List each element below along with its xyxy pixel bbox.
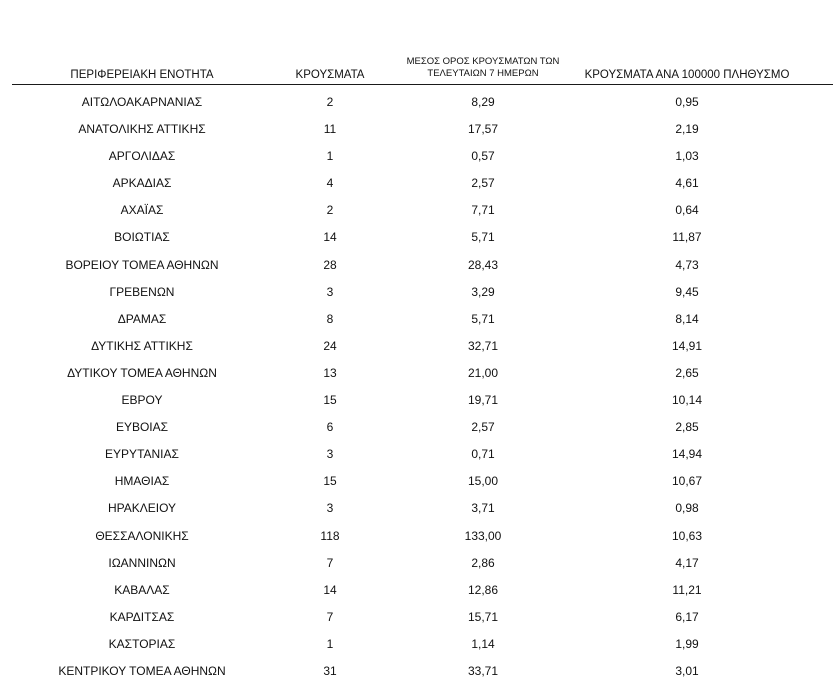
cell-cases: 24 <box>323 338 337 353</box>
table-row <box>0 89 833 116</box>
cell-cases: 14 <box>323 582 337 597</box>
table-row <box>0 116 833 143</box>
cell-cases: 2 <box>326 95 334 109</box>
cell-cases: 3 <box>326 284 334 299</box>
cell-region: ΑΧΑΪΑΣ <box>120 203 164 218</box>
cell-cases: 6 <box>326 420 334 435</box>
cell-region: ΑΡΓΟΛΙΔΑΣ <box>108 149 176 164</box>
cell-cases: 31 <box>323 663 337 678</box>
cell-region: ΚΑΒΑΛΑΣ <box>114 582 170 597</box>
cell-seven-day-average: 7,71 <box>471 203 495 218</box>
cell-region: ΑΡΚΑΔΙΑΣ <box>112 176 172 191</box>
cell-seven-day-average: 2,86 <box>471 555 495 570</box>
cell-seven-day-average: 17,57 <box>467 122 499 137</box>
table-row <box>0 468 833 495</box>
cell-region: ΘΕΣΣΑΛΟΝΙΚΗΣ <box>95 528 189 543</box>
cell-cases-per-100k: 2,65 <box>675 365 699 380</box>
cell-seven-day-average: 3,71 <box>471 501 495 516</box>
cell-seven-day-average: 15,71 <box>467 609 499 624</box>
table-row <box>0 333 833 360</box>
cell-cases-per-100k: 1,99 <box>675 636 699 651</box>
table-row <box>0 550 833 577</box>
cell-seven-day-average: 1,14 <box>471 636 495 651</box>
column-header-avg-line-1: ΜΕΣΟΣ ΟΡΟΣ ΚΡΟΥΣΜΑΤΩΝ ΤΩΝ <box>406 56 560 67</box>
table-row <box>0 495 833 522</box>
cell-region: ΗΡΑΚΛΕΙΟΥ <box>107 501 177 516</box>
cell-seven-day-average: 5,71 <box>471 230 495 245</box>
cell-cases-per-100k: 3,01 <box>675 663 699 678</box>
cell-cases: 14 <box>323 230 337 245</box>
table-header <box>0 0 833 84</box>
column-header-cases: ΚΡΟΥΣΜΑΤΑ <box>295 69 365 81</box>
cell-seven-day-average: 12,86 <box>467 582 499 597</box>
cell-cases-per-100k: 14,91 <box>671 338 703 353</box>
table-row <box>0 143 833 170</box>
cell-cases-per-100k: 0,64 <box>675 203 699 218</box>
cell-cases: 15 <box>323 474 337 489</box>
cell-region: ΕΥΒΟΙΑΣ <box>115 420 169 435</box>
cell-cases-per-100k: 0,98 <box>675 501 699 516</box>
cell-cases: 2 <box>326 203 334 218</box>
table-row <box>0 414 833 441</box>
header-divider <box>12 84 833 85</box>
cell-cases-per-100k: 4,17 <box>675 555 699 570</box>
cell-region: ΕΥΡΥΤΑΝΙΑΣ <box>105 447 179 462</box>
cell-cases: 8 <box>326 311 334 326</box>
cell-seven-day-average: 2,57 <box>471 420 495 435</box>
column-header-cases-per-100k: ΚΡΟΥΣΜΑΤΑ ΑΝΑ 100000 ΠΛΗΘΥΣΜΟ <box>584 69 790 81</box>
cell-cases: 11 <box>323 122 337 137</box>
cell-seven-day-average: 19,71 <box>467 393 499 408</box>
cell-region: ΙΩΑΝΝΙΝΩΝ <box>108 555 176 570</box>
cell-seven-day-average: 3,29 <box>471 284 495 299</box>
cell-cases-per-100k: 0,95 <box>675 95 699 109</box>
cell-region: ΔΡΑΜΑΣ <box>117 311 167 326</box>
cell-region: ΓΡΕΒΕΝΩΝ <box>109 284 175 299</box>
cell-cases-per-100k: 14,94 <box>671 447 703 462</box>
column-header-region: ΠΕΡΙΦΕΡΕΙΑΚΗ ΕΝΟΤΗΤΑ <box>70 69 214 81</box>
cell-region: ΔΥΤΙΚΗΣ ΑΤΤΙΚΗΣ <box>91 338 193 353</box>
cell-cases-per-100k: 10,67 <box>671 474 703 489</box>
cell-region: ΚΑΡΔΙΤΣΑΣ <box>109 609 175 624</box>
table-row <box>0 170 833 197</box>
cell-region: ΔΥΤΙΚΟΥ ΤΟΜΕΑ ΑΘΗΝΩΝ <box>67 365 217 380</box>
cell-seven-day-average: 5,71 <box>471 311 495 326</box>
cell-cases-per-100k: 9,45 <box>675 284 699 299</box>
cell-seven-day-average: 33,71 <box>467 663 499 678</box>
cell-cases: 118 <box>320 528 340 543</box>
cell-region: ΑΙΤΩΛΟΑΚΑΡΝΑΝΙΑΣ <box>81 95 203 109</box>
table-body <box>0 89 833 685</box>
cell-cases: 1 <box>326 636 334 651</box>
cell-cases-per-100k: 4,73 <box>675 257 699 272</box>
column-header-seven-day-average <box>400 56 566 80</box>
cell-cases-per-100k: 4,61 <box>675 176 699 191</box>
cell-cases: 15 <box>323 393 337 408</box>
cell-region: ΗΜΑΘΙΑΣ <box>114 474 170 489</box>
table-row <box>0 360 833 387</box>
cell-region: ΚΕΝΤΡΙΚΟΥ ΤΟΜΕΑ ΑΘΗΝΩΝ <box>58 663 226 678</box>
column-header-avg-line-2: ΤΕΛΕΥΤΑΙΩΝ 7 ΗΜΕΡΩΝ <box>427 68 539 79</box>
cell-cases-per-100k: 10,14 <box>671 393 703 408</box>
table-row <box>0 577 833 604</box>
table-row <box>0 523 833 550</box>
table-row <box>0 197 833 224</box>
cell-seven-day-average: 133,00 <box>464 528 502 543</box>
cell-region: ΚΑΣΤΟΡΙΑΣ <box>108 636 176 651</box>
table-row <box>0 306 833 333</box>
cell-seven-day-average: 2,57 <box>471 176 495 191</box>
cell-cases: 28 <box>323 257 337 272</box>
cell-region: ΒΟΡΕΙΟΥ ΤΟΜΕΑ ΑΘΗΝΩΝ <box>65 257 219 272</box>
cell-cases-per-100k: 6,17 <box>675 609 699 624</box>
cell-seven-day-average: 21,00 <box>467 365 499 380</box>
table-row <box>0 279 833 306</box>
cell-cases: 13 <box>323 365 337 380</box>
cell-seven-day-average: 28,43 <box>467 257 499 272</box>
cell-cases: 3 <box>326 447 334 462</box>
cell-region: ΒΟΙΩΤΙΑΣ <box>114 230 170 245</box>
table-row <box>0 387 833 414</box>
cell-cases-per-100k: 8,14 <box>675 311 699 326</box>
cell-cases-per-100k: 2,19 <box>675 122 699 137</box>
cell-cases: 7 <box>326 555 334 570</box>
cell-cases-per-100k: 1,03 <box>675 149 699 164</box>
cell-cases-per-100k: 10,63 <box>671 528 703 543</box>
cell-cases-per-100k: 11,87 <box>672 230 702 245</box>
cell-seven-day-average: 0,57 <box>471 149 495 164</box>
cell-cases-per-100k: 11,21 <box>672 582 702 597</box>
cell-cases: 3 <box>326 501 334 516</box>
table-row <box>0 441 833 468</box>
table-row <box>0 224 833 251</box>
cell-seven-day-average: 0,71 <box>471 447 495 462</box>
cell-seven-day-average: 32,71 <box>467 338 499 353</box>
table-row <box>0 252 833 279</box>
table-row <box>0 604 833 631</box>
cell-cases: 1 <box>326 149 334 164</box>
cell-region: ΕΒΡΟΥ <box>121 393 163 408</box>
cell-region: ΑΝΑΤΟΛΙΚΗΣ ΑΤΤΙΚΗΣ <box>78 122 206 137</box>
cell-seven-day-average: 8,29 <box>471 95 495 109</box>
cell-cases: 4 <box>326 176 334 191</box>
cell-cases: 7 <box>326 609 334 624</box>
cell-cases-per-100k: 2,85 <box>675 420 699 435</box>
table-row <box>0 631 833 658</box>
table-row <box>0 658 833 685</box>
cell-seven-day-average: 15,00 <box>467 474 499 489</box>
